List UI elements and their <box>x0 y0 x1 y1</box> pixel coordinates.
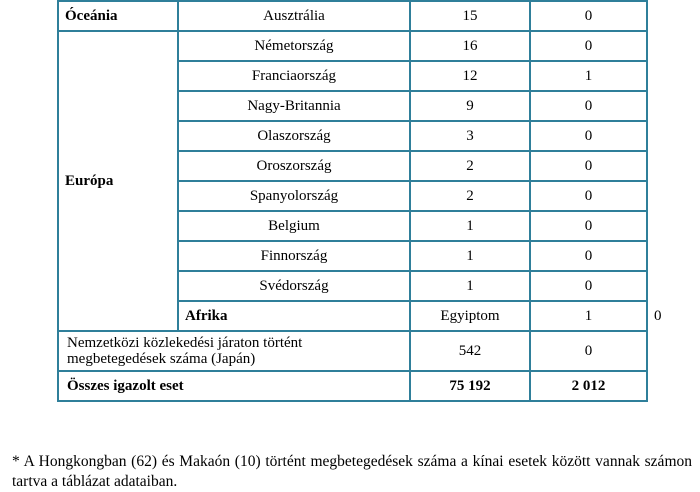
country-cell: Belgium <box>178 211 410 241</box>
cases-cell: 1 <box>410 211 530 241</box>
cases-cell: 1 <box>530 301 647 331</box>
transport-row <box>58 331 647 371</box>
table-row <box>58 31 647 61</box>
region-cell-africa: Afrika <box>178 301 410 331</box>
footnote: * A Hongkongban (62) és Makaón (10) történt megbetegedések száma a kínai esetek között vannak számon tartva a táblázat adataiban. <box>12 453 692 490</box>
transport-deaths: 0 <box>530 331 647 371</box>
deaths-cell: 0 <box>530 181 647 211</box>
transport-cases: 542 <box>410 331 530 371</box>
deaths-cell: 0 <box>530 151 647 181</box>
country-cell: Oroszország <box>178 151 410 181</box>
country-cell: Nagy-Britannia <box>178 91 410 121</box>
country-cell: Ausztrália <box>178 1 410 31</box>
deaths-cell: 0 <box>530 31 647 61</box>
cases-table <box>57 0 662 402</box>
country-cell: Spanyolország <box>178 181 410 211</box>
deaths-cell: 0 <box>530 1 647 31</box>
deaths-cell: 0 <box>530 121 647 151</box>
cases-cell: 16 <box>410 31 530 61</box>
cases-cell: 2 <box>410 181 530 211</box>
region-cell-europe: Európa <box>58 31 178 331</box>
cases-cell: 15 <box>410 1 530 31</box>
cases-cell: 12 <box>410 61 530 91</box>
deaths-cell: 1 <box>530 61 647 91</box>
total-cases: 75 192 <box>410 371 530 401</box>
cases-cell: 9 <box>410 91 530 121</box>
table-row <box>58 1 647 31</box>
country-cell: Svédország <box>178 271 410 301</box>
total-row <box>58 371 647 401</box>
region-cell: Óceánia <box>58 1 178 31</box>
country-cell: Németország <box>178 31 410 61</box>
deaths-cell: 0 <box>530 211 647 241</box>
country-cell: Finnország <box>178 241 410 271</box>
deaths-cell: 0 <box>530 271 647 301</box>
cases-cell: 1 <box>410 271 530 301</box>
deaths-cell: 0 <box>530 241 647 271</box>
cases-cell: 1 <box>410 241 530 271</box>
total-deaths: 2 012 <box>530 371 647 401</box>
deaths-cell: 0 <box>530 91 647 121</box>
country-cell: Franciaország <box>178 61 410 91</box>
country-cell: Olaszország <box>178 121 410 151</box>
table-row: Afrika Egyiptom 1 0 <box>58 301 647 331</box>
cases-cell: 2 <box>410 151 530 181</box>
country-cell: Egyiptom <box>410 301 530 331</box>
total-label: Összes igazolt eset <box>58 371 410 401</box>
transport-label: Nemzetközi közlekedési járaton történt megbetegedések száma (Japán) <box>58 331 410 371</box>
cases-cell: 3 <box>410 121 530 151</box>
